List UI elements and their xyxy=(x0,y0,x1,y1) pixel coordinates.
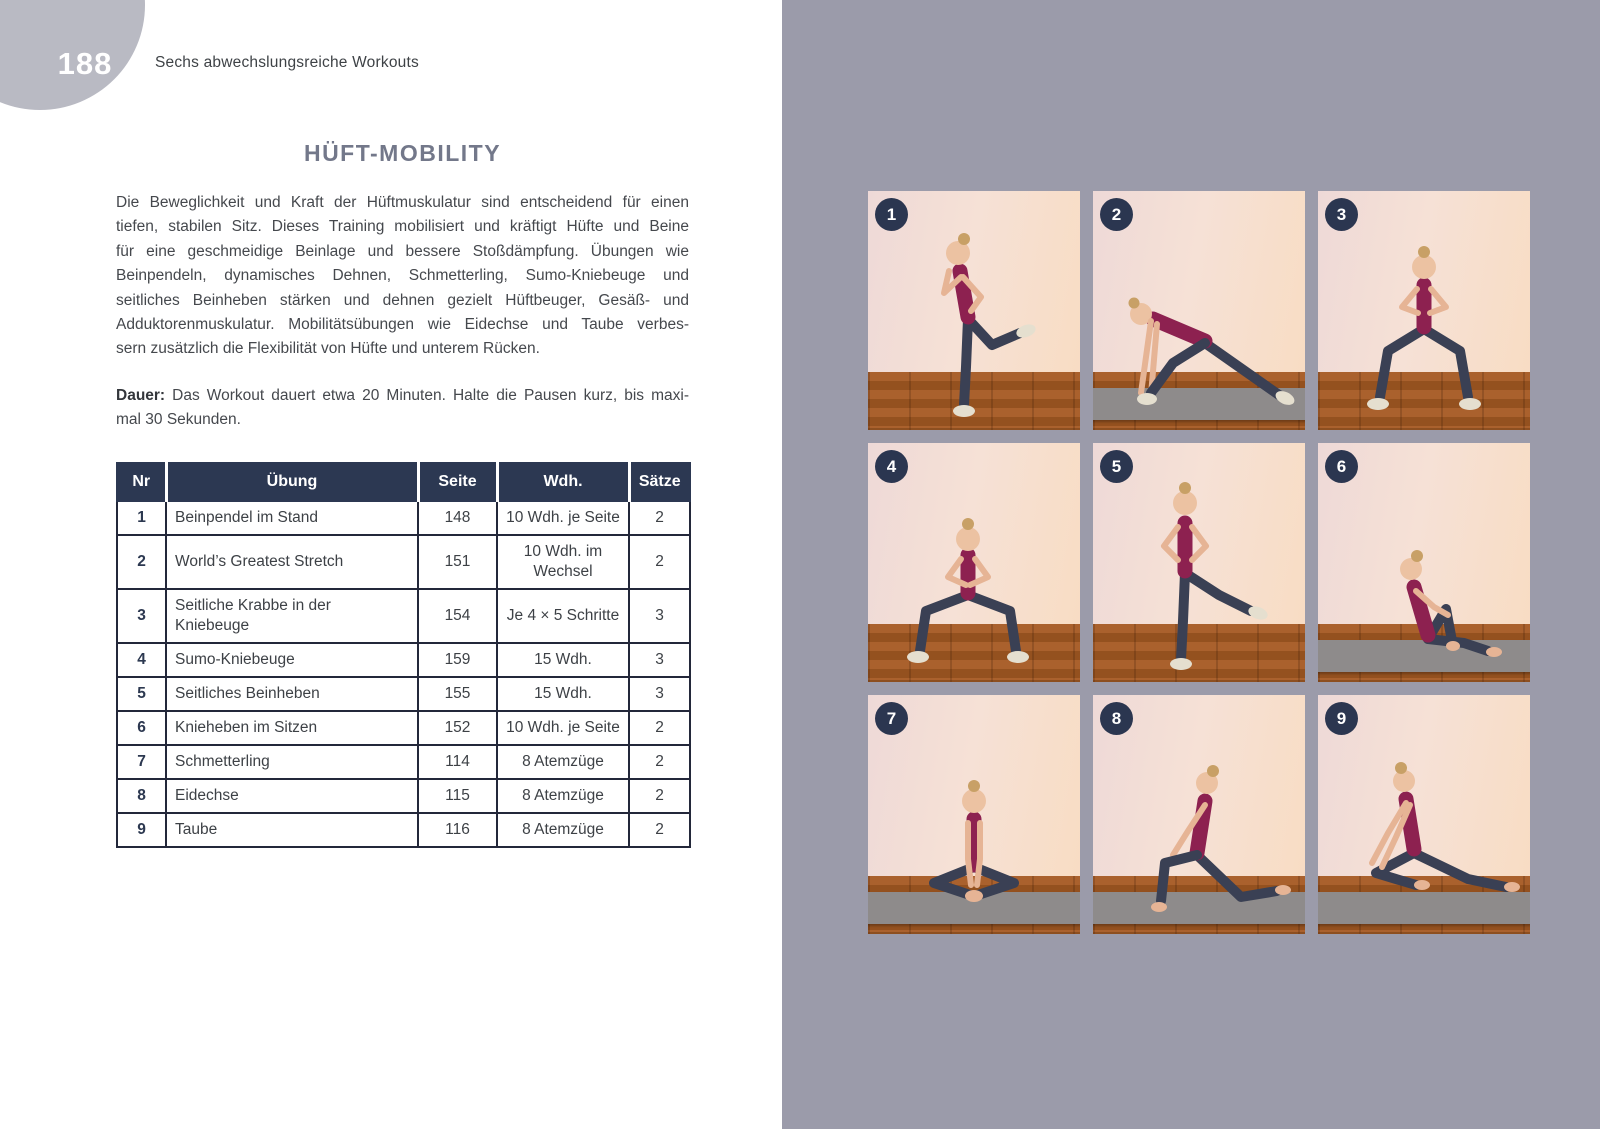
photo-number-badge: 7 xyxy=(875,702,908,735)
cell-nr: 7 xyxy=(117,745,166,779)
table-row xyxy=(117,589,690,643)
left-page xyxy=(0,0,782,1129)
cell-seite: 151 xyxy=(418,535,497,589)
cell-seite: 154 xyxy=(418,589,497,643)
cell-wdh: 10 Wdh. im Wechsel xyxy=(497,535,629,589)
cell-nr: 8 xyxy=(117,779,166,813)
header-cell-wdh: Wdh. xyxy=(497,463,629,501)
cell-wdh: 10 Wdh. je Seite xyxy=(497,501,629,535)
table-row xyxy=(117,535,690,589)
cell-uebung: Seitliches Beinheben xyxy=(166,677,418,711)
header-cell-uebung: Übung xyxy=(166,463,418,501)
intro-line: Die Beweglichkeit und Kraft der Hüftmuskulatur sind entscheidend für einen xyxy=(116,194,689,211)
duration-text: Das Workout dauert etwa 20 Minuten. Halte die Pausen kurz, bis maxi- xyxy=(165,386,689,404)
table-row xyxy=(117,779,690,813)
header-cell-saetze: Sätze xyxy=(629,463,690,501)
cell-uebung: World’s Greatest Stretch xyxy=(166,535,418,589)
photo-panel xyxy=(782,0,1600,1129)
duration-line: mal 30 Sekunden. xyxy=(116,411,241,429)
cell-nr: 9 xyxy=(117,813,166,847)
exercise-photo-1 xyxy=(868,191,1080,430)
cell-saetze: 2 xyxy=(629,745,690,779)
cell-nr: 6 xyxy=(117,711,166,745)
running-header: Sechs abwechslungsreiche Workouts xyxy=(155,54,419,71)
cell-seite: 114 xyxy=(418,745,497,779)
exercise-photo-3 xyxy=(1318,191,1530,430)
intro-line: sern zusätzlich die Flexibilität von Hüfte und unterem Rücken. xyxy=(116,340,540,358)
cell-wdh: 8 Atemzüge xyxy=(497,745,629,779)
cell-uebung: Eidechse xyxy=(166,779,418,813)
photo-number-badge: 1 xyxy=(875,198,908,231)
page-number: 188 xyxy=(57,46,113,81)
intro-line: seitliches Beinheben stärken und dehnen gezielt Hüftbeuger, Gesäß- und xyxy=(116,291,689,309)
cell-saetze: 3 xyxy=(629,643,690,677)
photo-number-badge: 2 xyxy=(1100,198,1133,231)
article-title: HÜFT-MOBILITY xyxy=(303,140,502,166)
photo-number-badge: 6 xyxy=(1325,450,1358,483)
table-row xyxy=(117,677,690,711)
exercise-photo-6 xyxy=(1318,443,1530,682)
exercise-photo-2 xyxy=(1093,191,1305,430)
cell-nr: 4 xyxy=(117,643,166,677)
cell-wdh: 8 Atemzüge xyxy=(497,779,629,813)
cell-seite: 116 xyxy=(418,813,497,847)
cell-uebung: Sumo-Kniebeuge xyxy=(166,643,418,677)
cell-uebung: Seitliche Krabbe in der Kniebeuge xyxy=(166,589,418,643)
exercise-photo-7 xyxy=(868,695,1080,934)
photo-number-badge: 5 xyxy=(1100,450,1133,483)
duration-paragraph xyxy=(116,384,689,433)
exercise-photo-4 xyxy=(868,443,1080,682)
cell-saetze: 2 xyxy=(629,813,690,847)
cell-uebung: Beinpendel im Stand xyxy=(166,501,418,535)
cell-seite: 152 xyxy=(418,711,497,745)
cell-saetze: 2 xyxy=(629,535,690,589)
table-header-row xyxy=(117,463,690,501)
cell-nr: 3 xyxy=(117,589,166,643)
photo-number-badge: 3 xyxy=(1325,198,1358,231)
duration-line xyxy=(116,384,689,408)
cell-wdh: Je 4 × 5 Schritte xyxy=(497,589,629,643)
cell-wdh: 15 Wdh. xyxy=(497,643,629,677)
cell-uebung: Knieheben im Sitzen xyxy=(166,711,418,745)
article-content xyxy=(116,140,689,848)
table-row xyxy=(117,643,690,677)
photo-number-badge: 8 xyxy=(1100,702,1133,735)
duration-label: Dauer: xyxy=(116,386,166,404)
cell-uebung: Taube xyxy=(166,813,418,847)
photo-number-badge: 9 xyxy=(1325,702,1358,735)
cell-uebung: Schmetterling xyxy=(166,745,418,779)
cell-nr: 5 xyxy=(117,677,166,711)
workout-table xyxy=(116,462,691,848)
cell-saetze: 2 xyxy=(629,501,690,535)
cell-saetze: 3 xyxy=(629,589,690,643)
table-row xyxy=(117,711,690,745)
cell-nr: 1 xyxy=(117,501,166,535)
cell-saetze: 2 xyxy=(629,711,690,745)
header-cell-nr: Nr xyxy=(117,463,166,501)
table-row xyxy=(117,745,690,779)
exercise-photo-5 xyxy=(1093,443,1305,682)
table-row xyxy=(117,501,690,535)
cell-nr: 2 xyxy=(117,535,166,589)
cell-wdh: 10 Wdh. je Seite xyxy=(497,711,629,745)
intro-paragraph xyxy=(116,191,689,362)
cell-saetze: 3 xyxy=(629,677,690,711)
cell-seite: 159 xyxy=(418,643,497,677)
cell-saetze: 2 xyxy=(629,779,690,813)
header-cell-seite: Seite xyxy=(418,463,497,501)
photo-grid xyxy=(868,191,1530,934)
cell-wdh: 8 Atemzüge xyxy=(497,813,629,847)
intro-line: für eine geschmeidige Beinlage und bessere Stoßdämpfung. Übungen wie xyxy=(116,242,689,260)
photo-number-badge: 4 xyxy=(875,450,908,483)
table-row xyxy=(117,813,690,847)
cell-seite: 148 xyxy=(418,501,497,535)
exercise-photo-9 xyxy=(1318,695,1530,934)
intro-line: tiefen, stabilen Sitz. Dieses Training mobilisiert und kräftigt Hüfte und Beine xyxy=(116,218,689,236)
exercise-photo-8 xyxy=(1093,695,1305,934)
cell-seite: 115 xyxy=(418,779,497,813)
intro-line: Adduktorenmuskulatur. Mobilitätsübungen wie Eidechse und Taube verbes- xyxy=(116,316,689,334)
intro-line: Beinpendeln, dynamisches Dehnen, Schmetterling, Sumo-Kniebeuge und xyxy=(116,267,689,285)
cell-seite: 155 xyxy=(418,677,497,711)
cell-wdh: 15 Wdh. xyxy=(497,677,629,711)
